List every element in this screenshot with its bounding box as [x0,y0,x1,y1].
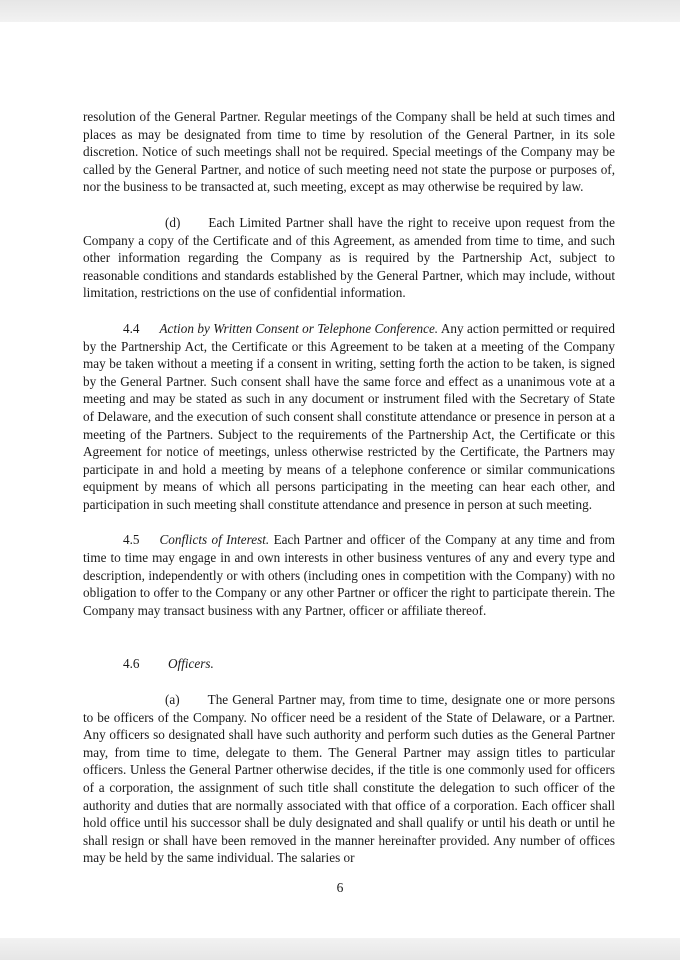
section-4-4 [83,320,615,514]
section-4-4-text: Any action permitted or required by the Partnership Act, the Certificate or this Agreement to be taken at a meeting of the Company may be taken without a meeting if a consent in writing, setting forth the action to be taken, is signed by the General Partner. Such consent shall have the same force and effect as a unanimous vote at a meeting and may be stated as such in any document or instrument filed with the Secretary of State of Delaware, and the execution of such consent shall constitute attendance or presence in person at a meeting of the Partners. Subject to the requirements of the Partnership Act, the Certificate or this Agreement for notice of meetings, unless otherwise restricted by the Certificate, the Partners may participate in and hold a meeting by means of a telephone conference or similar communications equipment by means of which all persons participating in the meeting can hear each other, and participation in such meeting shall constitute attendance and presence in person at such meeting. [83,320,615,512]
section-4-5 [83,531,615,619]
page-number: 6 [336,880,344,895]
section-4-4-number: 4.4 [123,320,140,336]
continuation-paragraph: resolution of the General Partner. Regular meetings of the Company shall be held at such times and places as may be designated from time to time by resolution of the General Partner, in its sole discretion. Notice of such meetings shall not be required. Special meetings of the Company may be called by the General Partner, and notice of such meeting need not state the purpose or purposes of, nor the business to be transacted at, such meeting, except as may otherwise be required by law. [83,109,615,195]
section-4-6-heading [83,655,615,673]
section-4-5-title: Conflicts of Interest. [159,532,270,548]
section-4-6-number: 4.6 [123,656,140,672]
paragraph-d-label: (d) [165,214,181,230]
scan-border-bottom [0,938,680,960]
scan-border-top [0,0,680,22]
section-4-5-text: Each Partner and officer of the Company at any time and from time to time may engage in and own interests in other business ventures of any and every type and description, independently or with others (including ones in competition with the Company) with no obligation to offer to the Company or any other Partner or officer the right to participate therein. The Company may transact business with any Partner, officer or affiliate thereof. [83,532,615,618]
paragraph-d-text: Each Limited Partner shall have the right to receive upon request from the Company a copy of the Certificate and of this Agreement, as amended from time to time, and such other information regarding the Company as is required by the Partnership Act, subject to reasonable conditions and standards established by the General Partner, which may include, without limitation, restrictions on the use of confidential information. [83,214,615,301]
section-4-5-number: 4.5 [123,532,140,548]
paragraph-a-label: (a) [165,692,180,708]
section-4-6-title: Officers. [168,656,214,672]
paragraph-a [83,691,615,867]
paragraph-a-text: The General Partner may, from time to time, designate one or more persons to be officers of the Company. No officer need be a resident of the State of Delaware, or a Partner. Any officers so designated shall have such authority and perform such duties as the General Partner may, from time to time, delegate to them. The General Partner may assign titles to particular officers. Unless the General Partner otherwise decides, if the title is one commonly used for officers of a corporation, the assignment of such title shall constitute the delegation to such officer of the authority and duties that are normally associated with that office of a corporation. Each officer shall hold office until his successor shall be duly designated and shall qualify or until his death or until he shall resign or shall have been removed in the manner hereinafter provided. Any number of offices may be held by the same individual. The salaries or [83,692,615,866]
section-4-4-title: Action by Written Consent or Telephone Conference. [159,320,439,336]
document-body [83,108,615,867]
paragraph-d [83,214,615,302]
